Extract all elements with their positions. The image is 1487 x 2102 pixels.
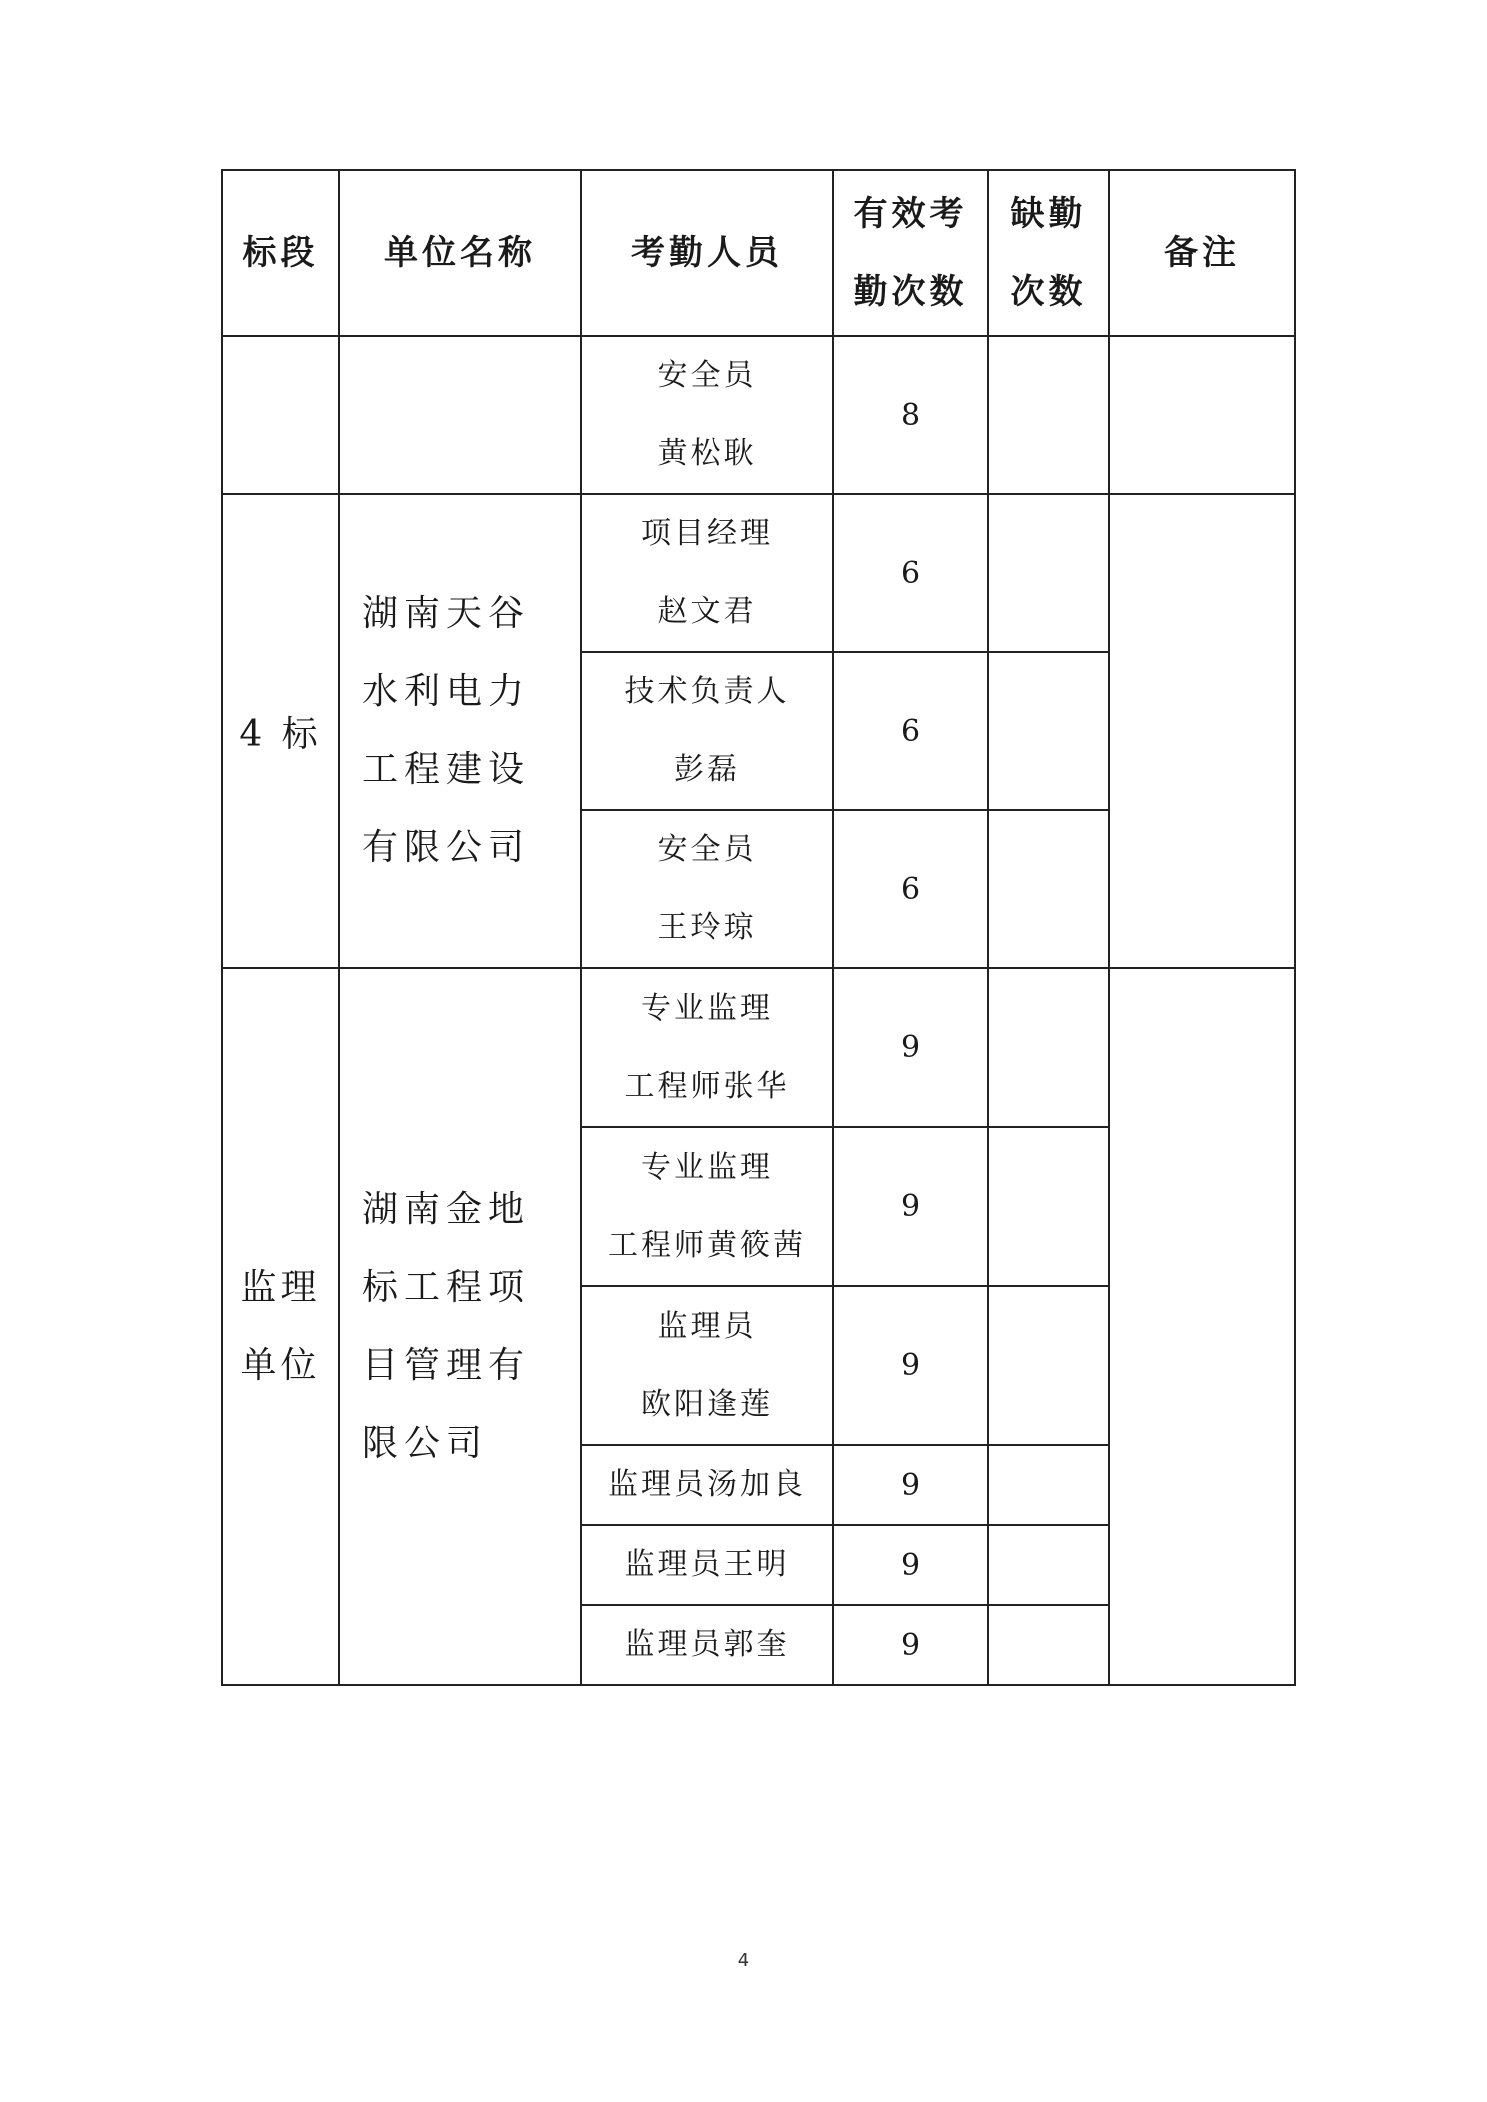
absent-count-cell xyxy=(988,336,1109,494)
header-absent-count: 缺勤次数 xyxy=(988,170,1109,336)
personnel-role: 安全员 xyxy=(657,358,757,393)
personnel-name: 工程师张华 xyxy=(624,1068,790,1104)
remarks-cell xyxy=(1109,336,1295,494)
personnel-role: 专业监理 xyxy=(641,1149,773,1185)
valid-count-cell: 9 xyxy=(833,1286,988,1445)
absent-count-cell xyxy=(988,1286,1109,1445)
personnel-role: 监理员 xyxy=(657,1308,757,1344)
valid-count-cell: 6 xyxy=(833,494,988,652)
personnel-cell xyxy=(581,652,833,810)
absent-count-cell xyxy=(988,1525,1109,1605)
personnel-name: 黄松耿 xyxy=(657,436,757,471)
personnel-cell xyxy=(581,336,833,494)
personnel-role: 项目经理 xyxy=(641,516,773,551)
section-name: 监理单位 xyxy=(240,1266,321,1386)
section-cell-empty xyxy=(222,336,339,494)
table-row xyxy=(222,968,1295,1127)
attendance-table xyxy=(221,169,1296,1686)
unit-name: 湖南天谷水利电力工程建设有限公司 xyxy=(362,593,531,868)
absent-count-cell xyxy=(988,494,1109,652)
valid-count-cell: 9 xyxy=(833,1525,988,1605)
header-unit: 单位名称 xyxy=(339,170,581,336)
personnel-role: 专业监理 xyxy=(641,990,773,1026)
personnel-cell xyxy=(581,494,833,652)
remarks-cell xyxy=(1109,494,1295,968)
section-cell xyxy=(222,968,339,1685)
valid-count-cell: 6 xyxy=(833,652,988,810)
personnel-cell xyxy=(581,968,833,1127)
personnel-cell xyxy=(581,810,833,968)
personnel-role: 技术负责人 xyxy=(624,674,790,709)
header-row xyxy=(222,170,1295,336)
personnel-name: 王玲琼 xyxy=(657,910,757,945)
section-cell: 4 标 xyxy=(222,494,339,968)
remarks-cell xyxy=(1109,968,1295,1685)
valid-count-cell: 8 xyxy=(833,336,988,494)
personnel-name: 工程师黄筱茜 xyxy=(608,1227,806,1263)
personnel-cell: 监理员汤加良 xyxy=(581,1445,833,1525)
valid-count-cell: 6 xyxy=(833,810,988,968)
personnel-name: 欧阳逢莲 xyxy=(641,1386,773,1422)
absent-count-cell xyxy=(988,1127,1109,1286)
header-remarks: 备注 xyxy=(1109,170,1295,336)
header-section: 标段 xyxy=(222,170,339,336)
valid-count-cell: 9 xyxy=(833,968,988,1127)
unit-cell xyxy=(339,968,581,1685)
absent-count-cell xyxy=(988,652,1109,810)
unit-cell xyxy=(339,494,581,968)
personnel-cell xyxy=(581,1127,833,1286)
absent-count-cell xyxy=(988,968,1109,1127)
valid-count-cell: 9 xyxy=(833,1445,988,1525)
header-valid-count: 有效考勤次数 xyxy=(833,170,988,336)
personnel-cell: 监理员郭奎 xyxy=(581,1605,833,1685)
table-row xyxy=(222,494,1295,652)
personnel-cell xyxy=(581,1286,833,1445)
table-row xyxy=(222,336,1295,494)
personnel-name: 赵文君 xyxy=(657,594,757,629)
unit-cell-empty xyxy=(339,336,581,494)
absent-count-cell xyxy=(988,810,1109,968)
header-personnel: 考勤人员 xyxy=(581,170,833,336)
absent-count-cell xyxy=(988,1445,1109,1525)
personnel-name: 彭磊 xyxy=(674,752,740,787)
personnel-role: 安全员 xyxy=(657,832,757,867)
personnel-cell: 监理员王明 xyxy=(581,1525,833,1605)
page-number: 4 xyxy=(737,1950,750,1971)
absent-count-cell xyxy=(988,1605,1109,1685)
unit-name: 湖南金地标工程项目管理有限公司 xyxy=(362,1188,531,1464)
valid-count-cell: 9 xyxy=(833,1605,988,1685)
valid-count-cell: 9 xyxy=(833,1127,988,1286)
